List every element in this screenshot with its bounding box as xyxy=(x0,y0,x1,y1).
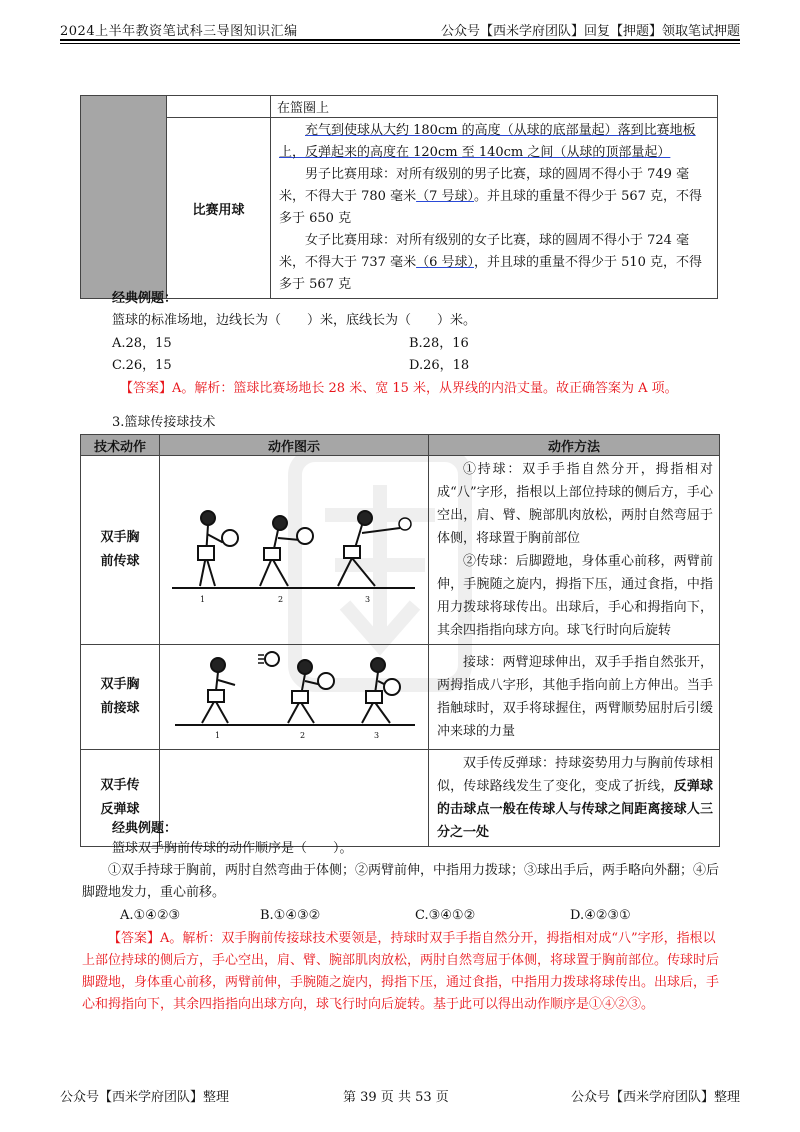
chest-catch-illustration xyxy=(160,645,426,745)
figure-chest-pass xyxy=(160,456,429,645)
passing-table xyxy=(80,434,720,847)
grey-cell xyxy=(81,96,167,299)
example2-steps: ①双手持球于胸前，两肘自然弯曲于体侧；②两臂前伸，中指用力拨球；③球出手后，两手略向外翻；④后脚蹬地发力，重心前移。 xyxy=(82,863,720,900)
example2-option-a: A.①④②③ xyxy=(120,908,181,923)
table-row xyxy=(81,645,720,750)
example2-option-b: B.①④③② xyxy=(260,908,321,923)
ball-icon xyxy=(384,679,400,695)
figure-label: 3 xyxy=(365,595,371,604)
table-row xyxy=(81,456,720,645)
example1-title: 经典例题： xyxy=(112,291,178,306)
example1-option-c: C.26，15 xyxy=(112,358,172,373)
example1-question: 篮球的标准场地，边线长为（ ）米，底线长为（ ）米。 xyxy=(112,313,477,328)
method-chest-pass: ①持球：双手手指自然分开，拇指相对成“八”字形，指根以上部位持球的侧后方，手心空出，肩、臂、腕部肌肉放松，两肘自然弯屈于体侧，将球置于胸前部位 ②传球：后脚蹬地，身体重心前移，两臂前伸，手腕随之旋内，拇指下压，通过食指，中指用力拨球将球传出。出球后，手心和拇指向下，其余四指指向球方向。球飞行时向后旋转 xyxy=(429,456,720,645)
tech-chest-catch: 双手胸 前接球 xyxy=(81,645,160,750)
ball-label: 比赛用球 xyxy=(167,118,271,299)
figure-label: 1 xyxy=(200,595,206,604)
header-left: 2024上半年教资笔试科三导图知识汇编 xyxy=(60,24,298,39)
section-title: 3.篮球传接球技术 xyxy=(112,415,216,430)
method-chest-catch: 接球：两臂迎球伸出，双手手指自然张开，两拇指成八字形，其他手指向前上方伸出。当手指触球时，双手将球握住，两臂顺势屈肘后引缓冲来球的力量 xyxy=(429,645,720,750)
ball-icon xyxy=(399,518,411,530)
ball-icon xyxy=(318,673,334,689)
example2-answer: 【答案】A。解析：双手胸前传接球技术要领是，持球时双手手指自然分开，拇指相对成“八”字形，指根以上部位持球的侧后方，手心空出，肩、臂、腕部肌肉放松，两肘自然弯屈于体侧，将球置于胸前部位。传球时后脚蹬地，身体重心前移，两臂前伸，手腕随之旋内，拇指下压，通过食指，中指用力拨球将球传出。出球后，手心和拇指向下，其余四指指向出球方向，球飞行时向后旋转。基于此可以得出动作顺序是①④②③。 xyxy=(82,931,720,1012)
footer-left: 公众号【西米学府团队】整理 xyxy=(60,1090,230,1105)
example2-option-d: D.④②③① xyxy=(570,908,631,923)
ball-icon xyxy=(222,530,238,546)
example2-title: 经典例题： xyxy=(112,821,178,836)
tech-bounce-pass: 双手传 反弹球 xyxy=(81,750,160,847)
figure-bounce-pass-empty xyxy=(160,750,429,847)
col-header-figure: 动作图示 xyxy=(160,435,429,456)
chest-pass-illustration xyxy=(160,468,426,628)
header-right: 公众号【西米学府团队】回复【押题】领取笔试押题 xyxy=(440,24,740,39)
bounce-paragraph xyxy=(279,120,711,164)
header-rule xyxy=(60,39,740,41)
figure-label: 1 xyxy=(215,731,221,740)
figure-label: 3 xyxy=(374,731,380,740)
footer-right: 公众号【西米学府团队】整理 xyxy=(570,1090,740,1105)
womens-ball-paragraph: 女子比赛用球：对所有级别的女子比赛，球的圆周不得小于 724 毫米，不得大于 737 毫米（6 号球），并且球的重量不得少于 510 克，不得多于 567 克 xyxy=(279,233,703,292)
example2-option-c: C.③④①② xyxy=(415,908,476,923)
mens-ball-paragraph: 男子比赛用球：对所有级别的男子比赛，球的圆周不得小于 749 毫米，不得大于 780 毫米（7 号球）。并且球的重量不得少于 567 克，不得多于 650 克 xyxy=(279,167,703,226)
ball-icon xyxy=(265,652,279,666)
rules-table xyxy=(80,95,718,299)
page-header xyxy=(60,18,740,40)
figure-chest-catch xyxy=(160,645,429,750)
example2-question: 篮球双手胸前传球的动作顺序是（ ）。 xyxy=(112,841,353,856)
col-header-method: 动作方法 xyxy=(429,435,720,456)
example1-answer: 【答案】A。解析：篮球比赛场地长 28 米、宽 15 米，从界线的内沿丈量。故正确答案为 A 项。 xyxy=(120,381,678,396)
bounce-text: 充气到使球从大约 180cm 的高度（从球的底部量起）落到比赛地板上，反弹起来的高度在 120cm 至 140cm 之间（从球的顶部量起） xyxy=(279,123,696,160)
hoop-text: 在篮圈上 xyxy=(271,96,718,118)
figure-label: 2 xyxy=(300,731,306,740)
col-header-tech: 技术动作 xyxy=(81,435,160,456)
figure-label: 2 xyxy=(278,595,284,604)
page-number: 第 39 页 共 53 页 xyxy=(343,1090,449,1105)
example1-option-b: B.28，16 xyxy=(409,336,469,351)
tech-chest-pass: 双手胸 前传球 xyxy=(81,456,160,645)
header-rule-thin xyxy=(60,43,740,44)
method-bounce-pass: 双手传反弹球：持球姿势用力与胸前传球相似，传球路线发生了变化，变成了折线，反弹球的击球点一般在传球人与传球之间距离接球人三分之一处 xyxy=(429,750,720,847)
example1-option-d: D.26，18 xyxy=(409,358,470,373)
empty-cell xyxy=(167,96,271,118)
example1-option-a: A.28，15 xyxy=(112,336,172,351)
ball-icon xyxy=(297,528,313,544)
ball-spec xyxy=(271,118,718,299)
